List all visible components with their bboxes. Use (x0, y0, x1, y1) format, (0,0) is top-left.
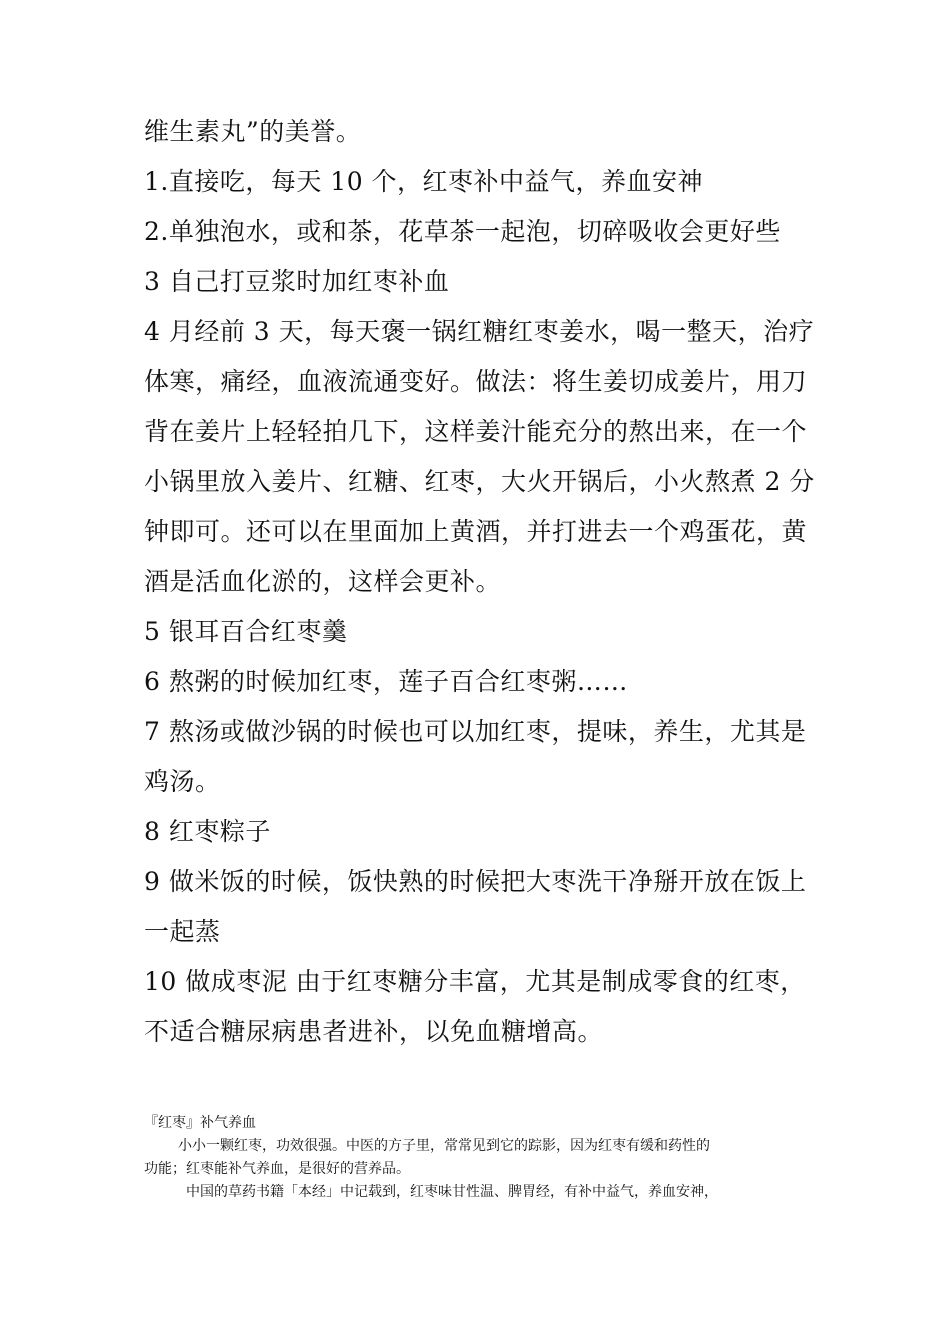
paragraph-line: 小小一颗红枣，功效很强。中医的方子里，常常见到它的踪影，因为红枣有缓和药性的 (178, 1138, 710, 1154)
list-item-5: 5 银耳百合红枣羹 (144, 617, 348, 646)
section-heading: 『红枣』补气养血 (144, 1115, 256, 1131)
list-item-9: 9 做米饭的时候，饭快熟的时候把大枣洗干净掰开放在饭上 (144, 867, 807, 896)
list-item-4-cont: 酒是活血化淤的，这样会更补。 (144, 567, 502, 596)
list-item-9-cont: 一起蒸 (144, 917, 221, 946)
main-body-text (144, 107, 814, 1057)
list-item-10: 10 做成枣泥 由于红枣糖分丰富，尤其是制成零食的红枣， (144, 967, 806, 996)
list-item-4-cont: 小锅里放入姜片、红糖、红枣，大火开锅后，小火熬煮 2 分 (144, 467, 815, 496)
list-item-8: 8 红枣粽子 (144, 817, 271, 846)
paragraph-line: 中国的草药书籍「本经」中记载到，红枣味甘性温、脾胃经，有补中益气，养血安神， (186, 1184, 718, 1200)
small-section (144, 1112, 814, 1204)
list-item-4-cont: 背在姜片上轻轻拍几下，这样姜汁能充分的熬出来，在一个 (144, 417, 808, 446)
body-line: 维生素丸”的美誉。 (144, 117, 362, 146)
list-item-4-cont: 钟即可。还可以在里面加上黄酒，并打进去一个鸡蛋花，黄 (144, 517, 808, 546)
list-item-7-cont: 鸡汤。 (144, 767, 221, 796)
list-item-4: 4 月经前 3 天，每天褒一锅红糖红枣姜水，喝一整天，治疗 (144, 317, 815, 346)
paragraph-line: 功能；红枣能补气养血，是很好的营养品。 (144, 1161, 410, 1177)
list-item-4-cont: 体寒，痛经，血液流通变好。做法：将生姜切成姜片，用刀 (144, 367, 808, 396)
list-item-6: 6 熬粥的时候加红枣，莲子百合红枣粥…… (144, 667, 628, 696)
list-item-3: 3 自己打豆浆时加红枣补血 (144, 267, 450, 296)
list-item-10-cont: 不适合糖尿病患者进补，以免血糖增高。 (144, 1017, 604, 1046)
list-item-1: 1.直接吃，每天 10 个，红枣补中益气，养血安神 (144, 167, 704, 196)
list-item-2: 2.单独泡水，或和茶，花草茶一起泡，切碎吸收会更好些 (144, 217, 781, 246)
list-item-7: 7 熬汤或做沙锅的时候也可以加红枣，提味，养生，尤其是 (144, 717, 807, 746)
